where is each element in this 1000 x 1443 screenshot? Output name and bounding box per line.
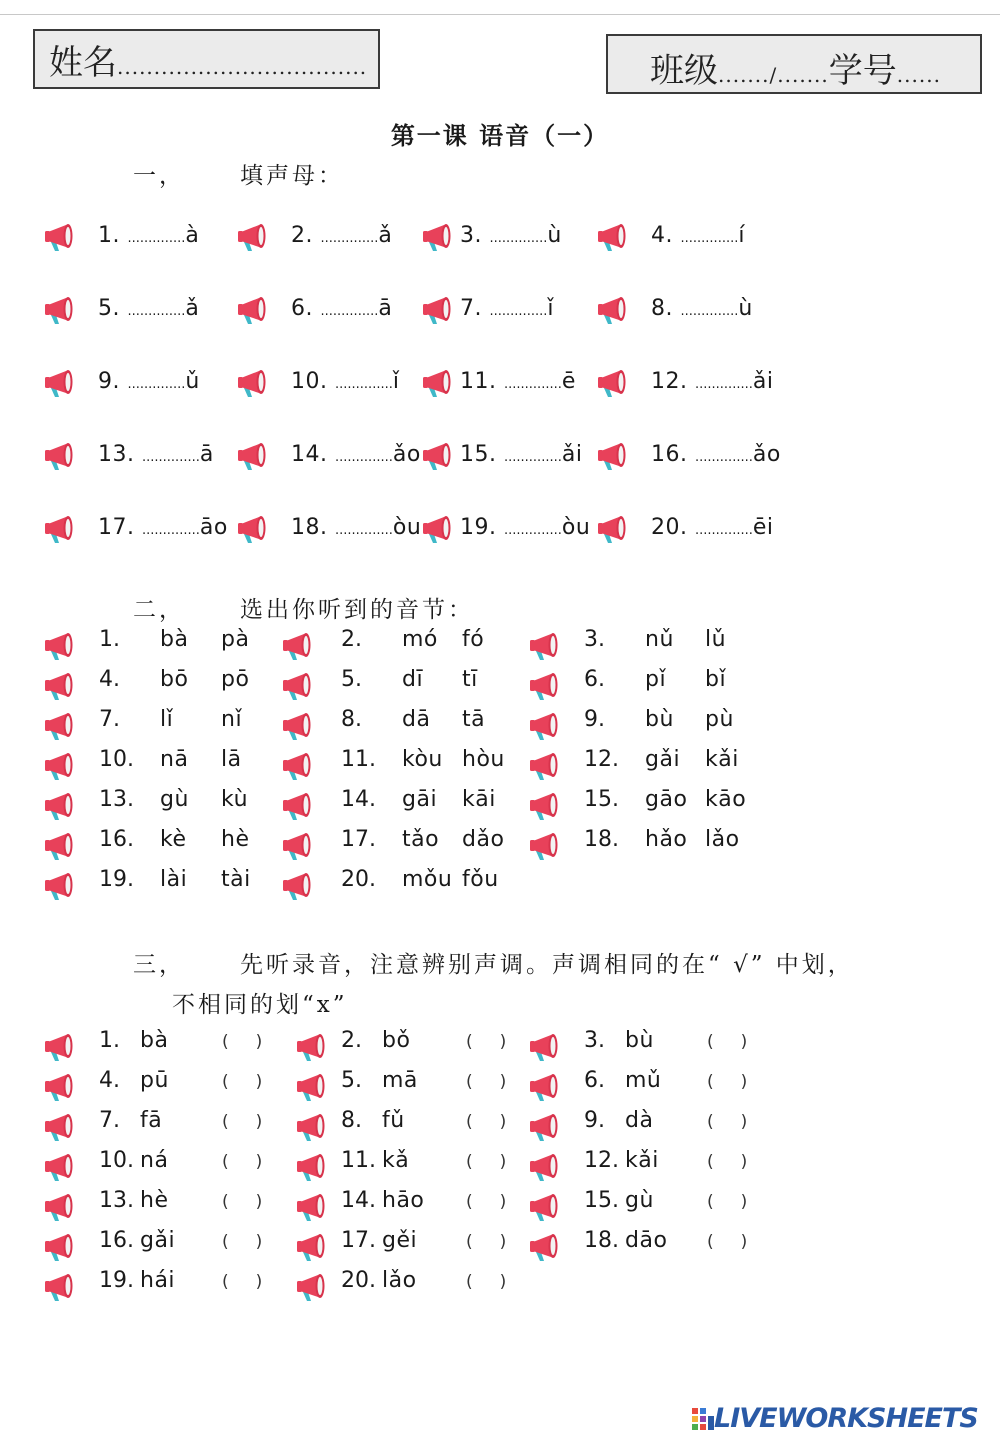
- syllable-text: kǎi: [625, 1148, 659, 1173]
- section2-heading: [133, 591, 474, 624]
- megaphone-icon[interactable]: [296, 1272, 332, 1302]
- item-number: 20.: [651, 515, 688, 540]
- syllable-option-a[interactable]: tǎo: [402, 827, 440, 852]
- item-number: 3.: [584, 1028, 605, 1053]
- syllable-text: mǔ: [625, 1068, 662, 1093]
- initial-blank[interactable]: ..............: [335, 450, 393, 465]
- megaphone-icon[interactable]: [44, 711, 80, 741]
- final-text: ǎ: [185, 296, 200, 321]
- syllable-text: mā: [382, 1068, 418, 1093]
- megaphone-icon[interactable]: [237, 295, 273, 325]
- megaphone-icon[interactable]: [422, 441, 458, 471]
- item-number: 3.: [460, 223, 482, 248]
- syllable-option-b[interactable]: fó: [462, 627, 485, 652]
- syllable-option-a[interactable]: bù: [645, 707, 674, 732]
- megaphone-icon[interactable]: [44, 871, 80, 901]
- megaphone-icon[interactable]: [44, 671, 80, 701]
- answer-parentheses[interactable]: ( ): [466, 1272, 507, 1292]
- answer-parentheses[interactable]: ( ): [707, 1032, 748, 1052]
- megaphone-icon[interactable]: [529, 1192, 565, 1222]
- answer-parentheses[interactable]: ( ): [707, 1192, 748, 1212]
- final-text: ǎi: [561, 442, 583, 467]
- syllable-text: lǎo: [382, 1268, 417, 1293]
- initial-blank[interactable]: ..............: [142, 523, 200, 538]
- item-number: 12.: [584, 747, 619, 772]
- megaphone-icon[interactable]: [422, 514, 458, 544]
- megaphone-icon[interactable]: [296, 1032, 332, 1062]
- syllable-text: gǎi: [140, 1228, 176, 1253]
- final-text: ǎo: [392, 442, 421, 467]
- fill-initial-item: [460, 296, 554, 321]
- item-number: 4.: [651, 223, 673, 248]
- answer-parentheses[interactable]: ( ): [222, 1032, 263, 1052]
- syllable-option-b[interactable]: dǎo: [462, 827, 505, 852]
- initial-blank[interactable]: ..............: [127, 304, 186, 319]
- syllable-option-b[interactable]: kù: [221, 787, 249, 812]
- item-number: 12.: [584, 1148, 619, 1173]
- megaphone-icon[interactable]: [44, 1232, 80, 1262]
- fill-initial-item: [651, 296, 753, 321]
- section1-number: 一，: [133, 163, 185, 189]
- item-number: 15.: [460, 442, 497, 467]
- fill-initial-item: [291, 296, 392, 321]
- syllable-option-a[interactable]: gāi: [402, 787, 438, 812]
- fill-initial-item: [651, 442, 781, 467]
- class-blank[interactable]: .......: [718, 63, 770, 87]
- item-number: 8.: [341, 707, 362, 732]
- syllable-option-b[interactable]: tī: [462, 667, 478, 692]
- logo-mark-icon: [692, 1406, 714, 1432]
- initial-blank[interactable]: ..............: [335, 377, 393, 392]
- item-number: 19.: [99, 867, 134, 892]
- megaphone-icon[interactable]: [529, 1232, 565, 1262]
- item-number: 4.: [99, 1068, 120, 1093]
- answer-parentheses[interactable]: ( ): [466, 1112, 507, 1132]
- name-label: 姓名: [49, 43, 117, 83]
- item-number: 5.: [341, 1068, 362, 1093]
- item-number: 6.: [584, 1068, 605, 1093]
- item-number: 15.: [584, 1188, 619, 1213]
- megaphone-icon[interactable]: [44, 441, 80, 471]
- syllable-option-b[interactable]: fǒu: [462, 867, 499, 892]
- syllable-option-b[interactable]: tā: [462, 707, 486, 732]
- megaphone-icon[interactable]: [44, 631, 80, 661]
- fill-initial-item: [291, 223, 392, 248]
- initial-blank[interactable]: ..............: [127, 231, 186, 246]
- syllable-text: dāo: [625, 1228, 668, 1253]
- fill-initial-item: [651, 369, 773, 394]
- answer-parentheses[interactable]: ( ): [707, 1232, 748, 1252]
- megaphone-icon[interactable]: [529, 671, 565, 701]
- final-text: ǐ: [547, 296, 554, 321]
- item-number: 8.: [341, 1108, 362, 1133]
- syllable-option-b[interactable]: nǐ: [221, 707, 243, 732]
- megaphone-icon[interactable]: [282, 871, 318, 901]
- final-text: ēi: [752, 515, 774, 540]
- megaphone-icon[interactable]: [44, 1272, 80, 1302]
- item-number: 18.: [584, 827, 619, 852]
- syllable-text: dà: [625, 1108, 654, 1133]
- syllable-option-b[interactable]: kāi: [462, 787, 496, 812]
- answer-parentheses[interactable]: ( ): [222, 1232, 263, 1252]
- section3-subheading: 不相同的划“x”: [172, 992, 348, 1018]
- item-number: 13.: [99, 1188, 134, 1213]
- megaphone-icon[interactable]: [529, 631, 565, 661]
- syllable-option-b[interactable]: hòu: [462, 747, 505, 772]
- answer-parentheses[interactable]: ( ): [707, 1072, 748, 1092]
- fill-initial-item: [651, 515, 774, 540]
- megaphone-icon[interactable]: [44, 751, 80, 781]
- megaphone-icon[interactable]: [296, 1192, 332, 1222]
- item-number: 7.: [460, 296, 482, 321]
- item-number: 10.: [99, 1148, 134, 1173]
- item-number: 16.: [99, 827, 134, 852]
- syllable-option-b[interactable]: kāo: [705, 787, 747, 812]
- megaphone-icon[interactable]: [44, 1112, 80, 1142]
- initial-blank[interactable]: ..............: [504, 377, 562, 392]
- item-number: 4.: [99, 667, 120, 692]
- slash: /: [769, 63, 778, 87]
- megaphone-icon[interactable]: [597, 514, 633, 544]
- top-rule: [0, 14, 1000, 15]
- fill-initial-item: [291, 369, 399, 394]
- megaphone-icon[interactable]: [282, 671, 318, 701]
- item-number: 12.: [651, 369, 688, 394]
- megaphone-icon[interactable]: [44, 791, 80, 821]
- item-number: 18.: [584, 1228, 619, 1253]
- item-number: 9.: [98, 369, 120, 394]
- initial-blank[interactable]: ..............: [320, 304, 379, 319]
- final-text: ù: [738, 296, 753, 321]
- syllable-option-a[interactable]: mǒu: [402, 867, 453, 892]
- item-number: 15.: [584, 787, 619, 812]
- class-number-box[interactable]: [606, 34, 982, 94]
- answer-parentheses[interactable]: ( ): [222, 1072, 263, 1092]
- answer-parentheses[interactable]: ( ): [222, 1152, 263, 1172]
- item-number: 6.: [291, 296, 313, 321]
- syllable-text: bà: [140, 1028, 169, 1053]
- initial-blank[interactable]: ..............: [695, 377, 753, 392]
- megaphone-icon[interactable]: [529, 1072, 565, 1102]
- initial-blank[interactable]: ..............: [680, 231, 739, 246]
- megaphone-icon[interactable]: [529, 1152, 565, 1182]
- syllable-option-a[interactable]: lài: [160, 867, 188, 892]
- syllable-text: hāo: [382, 1188, 425, 1213]
- megaphone-icon[interactable]: [44, 1072, 80, 1102]
- final-text: ē: [561, 369, 576, 394]
- section2-title: 选出你听到的音节：: [240, 597, 474, 623]
- item-number: 13.: [99, 787, 134, 812]
- megaphone-icon[interactable]: [296, 1072, 332, 1102]
- item-number: 2.: [341, 627, 362, 652]
- final-text: ǎ: [378, 223, 393, 248]
- final-text: ā: [378, 296, 393, 321]
- section3-title: 先听录音，注意辨别声调。声调相同的在“ √” 中划，: [240, 952, 854, 978]
- answer-parentheses[interactable]: ( ): [466, 1152, 507, 1172]
- item-number: 14.: [341, 1188, 376, 1213]
- item-number: 7.: [99, 1108, 120, 1133]
- final-text: ǎo: [752, 442, 781, 467]
- syllable-option-a[interactable]: kòu: [402, 747, 443, 772]
- item-number: 6.: [584, 667, 605, 692]
- answer-parentheses[interactable]: ( ): [466, 1192, 507, 1212]
- megaphone-icon[interactable]: [529, 1032, 565, 1062]
- megaphone-icon[interactable]: [296, 1152, 332, 1182]
- syllable-text: pū: [140, 1068, 169, 1093]
- final-text: ǎi: [752, 369, 774, 394]
- answer-parentheses[interactable]: ( ): [222, 1272, 263, 1292]
- item-number: 10.: [99, 747, 134, 772]
- megaphone-icon[interactable]: [422, 295, 458, 325]
- item-number: 10.: [291, 369, 328, 394]
- syllable-option-a[interactable]: nā: [160, 747, 189, 772]
- item-number: 7.: [99, 707, 120, 732]
- syllable-option-a[interactable]: lǐ: [160, 707, 174, 732]
- syllable-option-b[interactable]: pō: [221, 667, 250, 692]
- syllable-text: hè: [140, 1188, 169, 1213]
- item-number: 8.: [651, 296, 673, 321]
- final-text: ā: [199, 442, 214, 467]
- item-number: 9.: [584, 707, 605, 732]
- answer-parentheses[interactable]: ( ): [466, 1232, 507, 1252]
- final-text: ǐ: [392, 369, 400, 394]
- megaphone-icon[interactable]: [597, 295, 633, 325]
- final-text: òu: [561, 515, 591, 540]
- fill-initial-item: [98, 515, 228, 540]
- megaphone-icon[interactable]: [282, 751, 318, 781]
- initial-blank[interactable]: ..............: [695, 450, 753, 465]
- syllable-option-b[interactable]: pà: [221, 627, 250, 652]
- megaphone-icon[interactable]: [597, 441, 633, 471]
- syllable-option-a[interactable]: nǔ: [645, 627, 674, 652]
- answer-parentheses[interactable]: ( ): [466, 1032, 507, 1052]
- item-number: 17.: [341, 1228, 376, 1253]
- logo-text: LIVEWORKSHEETS: [714, 1403, 978, 1434]
- liveworksheets-logo: [692, 1403, 978, 1435]
- section3-heading: [133, 946, 854, 979]
- class-label: 班级: [650, 51, 718, 91]
- fill-initial-item: [98, 442, 214, 467]
- fill-initial-item: [460, 369, 576, 394]
- initial-blank[interactable]: ..............: [320, 231, 379, 246]
- initial-blank[interactable]: ..............: [127, 377, 186, 392]
- answer-parentheses[interactable]: ( ): [222, 1192, 263, 1212]
- initial-blank[interactable]: ..............: [504, 450, 562, 465]
- section3-number: 三，: [133, 952, 185, 978]
- megaphone-icon[interactable]: [44, 514, 80, 544]
- megaphone-icon[interactable]: [237, 441, 273, 471]
- initial-blank[interactable]: ..............: [142, 450, 200, 465]
- megaphone-icon[interactable]: [529, 831, 565, 861]
- item-number: 18.: [291, 515, 328, 540]
- item-number: 20.: [341, 1268, 376, 1293]
- initial-blank[interactable]: ..............: [489, 231, 548, 246]
- syllable-option-a[interactable]: gǎi: [645, 747, 681, 772]
- megaphone-icon[interactable]: [237, 514, 273, 544]
- initial-blank[interactable]: ..............: [335, 523, 393, 538]
- megaphone-icon[interactable]: [529, 1112, 565, 1142]
- megaphone-icon[interactable]: [597, 222, 633, 252]
- fill-initial-item: [460, 515, 590, 540]
- initial-blank[interactable]: ..............: [680, 304, 739, 319]
- initial-blank[interactable]: ..............: [489, 304, 548, 319]
- item-number: 20.: [341, 867, 376, 892]
- final-text: ǔ: [185, 369, 200, 394]
- number-blank[interactable]: ......: [896, 63, 941, 87]
- syllable-option-a[interactable]: dī: [402, 667, 424, 692]
- item-number: 17.: [341, 827, 376, 852]
- megaphone-icon[interactable]: [237, 222, 273, 252]
- item-number: 1.: [98, 223, 120, 248]
- item-number: 11.: [460, 369, 497, 394]
- megaphone-icon[interactable]: [597, 368, 633, 398]
- syllable-text: fā: [140, 1108, 163, 1133]
- syllable-option-b[interactable]: bǐ: [705, 667, 727, 692]
- megaphone-icon[interactable]: [44, 368, 80, 398]
- item-number: 19.: [460, 515, 497, 540]
- item-number: 11.: [341, 1148, 376, 1173]
- item-number: 16.: [651, 442, 688, 467]
- section1-heading: [133, 157, 344, 190]
- megaphone-icon[interactable]: [44, 1192, 80, 1222]
- syllable-option-b[interactable]: kǎi: [705, 747, 739, 772]
- initial-blank[interactable]: ..............: [504, 523, 562, 538]
- syllable-text: bǒ: [382, 1028, 411, 1053]
- final-text: à: [185, 223, 200, 248]
- syllable-option-a[interactable]: mó: [402, 627, 438, 652]
- megaphone-icon[interactable]: [529, 711, 565, 741]
- syllable-text: kǎ: [382, 1148, 410, 1173]
- syllable-text: hái: [140, 1268, 176, 1293]
- item-number: 14.: [341, 787, 376, 812]
- syllable-option-b[interactable]: lǔ: [705, 627, 727, 652]
- name-blank[interactable]: ..................................: [117, 55, 368, 79]
- fill-initial-item: [98, 296, 199, 321]
- syllable-option-b[interactable]: pù: [705, 707, 734, 732]
- answer-parentheses[interactable]: ( ): [466, 1072, 507, 1092]
- syllable-option-b[interactable]: lǎo: [705, 827, 740, 852]
- megaphone-icon[interactable]: [282, 831, 318, 861]
- syllable-option-a[interactable]: gāo: [645, 787, 688, 812]
- class-blank-2[interactable]: .......: [777, 63, 829, 87]
- item-number: 5.: [341, 667, 362, 692]
- syllable-option-a[interactable]: hǎo: [645, 827, 688, 852]
- syllable-option-a[interactable]: gù: [160, 787, 189, 812]
- megaphone-icon[interactable]: [282, 631, 318, 661]
- syllable-option-a[interactable]: pǐ: [645, 667, 667, 692]
- megaphone-icon[interactable]: [44, 222, 80, 252]
- item-number: 3.: [584, 627, 605, 652]
- final-text: òu: [392, 515, 422, 540]
- item-number: 5.: [98, 296, 120, 321]
- fill-initial-item: [460, 223, 562, 248]
- megaphone-icon[interactable]: [237, 368, 273, 398]
- fill-initial-item: [291, 515, 421, 540]
- item-number: 2.: [291, 223, 313, 248]
- syllable-option-a[interactable]: dā: [402, 707, 431, 732]
- megaphone-icon[interactable]: [44, 831, 80, 861]
- megaphone-icon[interactable]: [529, 791, 565, 821]
- syllable-option-a[interactable]: bō: [160, 667, 189, 692]
- megaphone-icon[interactable]: [422, 222, 458, 252]
- syllable-option-a[interactable]: bà: [160, 627, 189, 652]
- item-number: 9.: [584, 1108, 605, 1133]
- initial-blank[interactable]: ..............: [695, 523, 753, 538]
- item-number: 2.: [341, 1028, 362, 1053]
- megaphone-icon[interactable]: [282, 791, 318, 821]
- section2-number: 二，: [133, 597, 185, 623]
- megaphone-icon[interactable]: [44, 295, 80, 325]
- item-number: 13.: [98, 442, 135, 467]
- final-text: āo: [199, 515, 228, 540]
- section1-title: 填声母：: [240, 163, 344, 189]
- final-text: í: [738, 223, 745, 248]
- fill-initial-item: [98, 369, 200, 394]
- number-label: 学号: [828, 51, 897, 91]
- megaphone-icon[interactable]: [282, 711, 318, 741]
- megaphone-icon[interactable]: [44, 1152, 80, 1182]
- syllable-option-b[interactable]: hè: [221, 827, 250, 852]
- syllable-text: fǔ: [382, 1108, 405, 1133]
- lesson-title: 第一课 语音（一）: [390, 121, 610, 150]
- fill-initial-item: [291, 442, 421, 467]
- syllable-option-a[interactable]: kè: [160, 827, 187, 852]
- syllable-option-b[interactable]: tài: [221, 867, 251, 892]
- item-number: 1.: [99, 627, 120, 652]
- megaphone-icon[interactable]: [296, 1112, 332, 1142]
- answer-parentheses[interactable]: ( ): [707, 1112, 748, 1132]
- megaphone-icon[interactable]: [529, 751, 565, 781]
- syllable-text: gù: [625, 1188, 654, 1213]
- syllable-text: bù: [625, 1028, 654, 1053]
- final-text: ù: [547, 223, 562, 248]
- fill-initial-item: [98, 223, 199, 248]
- fill-initial-item: [651, 223, 745, 248]
- item-number: 1.: [99, 1028, 120, 1053]
- item-number: 14.: [291, 442, 328, 467]
- megaphone-icon[interactable]: [296, 1232, 332, 1262]
- item-number: 16.: [99, 1228, 134, 1253]
- syllable-text: ná: [140, 1148, 169, 1173]
- syllable-text: gěi: [382, 1228, 418, 1253]
- fill-initial-item: [460, 442, 582, 467]
- megaphone-icon[interactable]: [422, 368, 458, 398]
- item-number: 11.: [341, 747, 376, 772]
- name-field-box[interactable]: [33, 29, 380, 89]
- syllable-option-b[interactable]: lā: [221, 747, 242, 772]
- answer-parentheses[interactable]: ( ): [222, 1112, 263, 1132]
- item-number: 17.: [98, 515, 135, 540]
- megaphone-icon[interactable]: [44, 1032, 80, 1062]
- answer-parentheses[interactable]: ( ): [707, 1152, 748, 1172]
- item-number: 19.: [99, 1268, 134, 1293]
